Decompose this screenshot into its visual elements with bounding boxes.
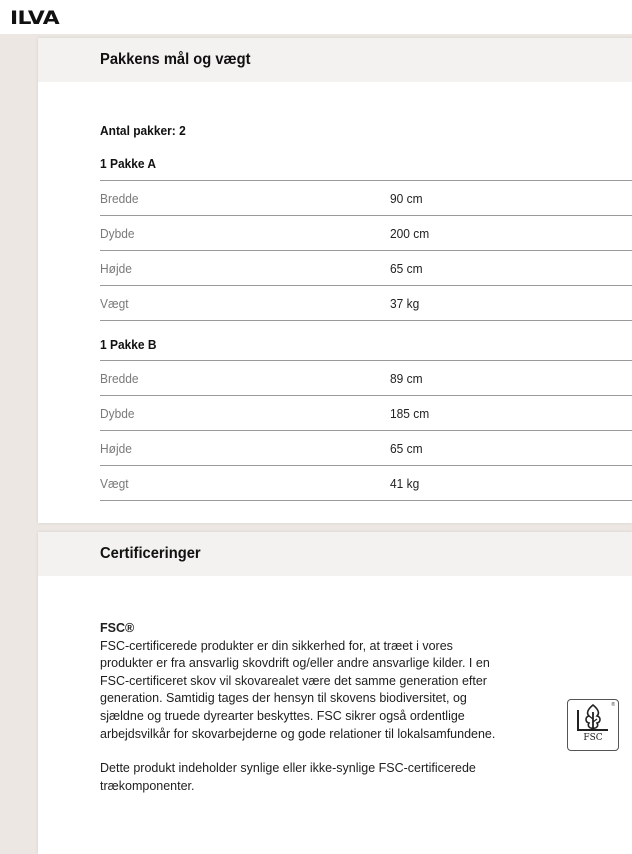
fsc-heading: FSC®: [100, 621, 135, 635]
table-row: [100, 431, 632, 466]
table-row: [100, 466, 632, 501]
row-label: Dybde: [100, 226, 135, 241]
row-value: 89 cm: [390, 371, 423, 386]
row-value: 37 kg: [390, 296, 420, 311]
table-row: [100, 216, 632, 251]
package-dimensions-header[interactable]: [38, 38, 632, 82]
row-value: 65 cm: [390, 261, 423, 276]
fsc-description: [100, 620, 500, 795]
package-dimensions-title: Pakkens mål og vægt: [100, 51, 251, 68]
row-value: 65 cm: [390, 441, 423, 456]
package-count: Antal pakker: 2: [100, 123, 186, 138]
package-b-heading: 1 Pakke B: [100, 337, 157, 352]
row-label: Vægt: [100, 476, 129, 491]
row-value: 90 cm: [390, 191, 423, 206]
row-label: Højde: [100, 261, 132, 276]
fsc-note: Dette produkt indeholder synlige eller ikke-synlige FSC-certificerede trækomponenter.: [100, 761, 476, 793]
table-row: [100, 181, 632, 216]
row-label: Vægt: [100, 296, 129, 311]
certifications-header[interactable]: [38, 532, 632, 576]
row-label: Højde: [100, 441, 132, 456]
table-row: [100, 396, 632, 431]
table-row: [100, 251, 632, 286]
package-dimensions-panel: [38, 38, 632, 523]
certifications-title: Certificeringer: [100, 545, 201, 562]
package-a-heading: 1 Pakke A: [100, 156, 157, 171]
fsc-logo: ® FSC: [567, 699, 619, 751]
row-value: 200 cm: [390, 226, 430, 241]
row-value: 185 cm: [390, 406, 430, 421]
certifications-panel: [38, 532, 632, 854]
fsc-tree-icon: [568, 700, 618, 734]
row-label: Bredde: [100, 191, 139, 206]
package-a-table: [100, 180, 632, 321]
ilva-logo[interactable]: ILVA: [10, 7, 60, 29]
row-label: Dybde: [100, 406, 135, 421]
package-b-table: [100, 360, 632, 501]
fsc-text: FSC-certificerede produkter er din sikkerhed for, at træet i vores produkter er fra ansvarlig skovdrift og/eller andre ansvarlige kilder. I en FSC-certificeret skov vil skovarealet være det samme generation efter generation. Samtidig tages der hensyn til skovens biodiversitet, og sjældne og truede dyrearter beskyttes. FSC sikrer også ordentlige arbejdsvilkår for skovarbejderne og gode relationer til lokalsamfundene.: [100, 638, 496, 741]
table-row: [100, 286, 632, 321]
row-label: Bredde: [100, 371, 139, 386]
top-bar: [0, 0, 632, 34]
fsc-logo-text: FSC: [583, 733, 603, 743]
table-row: [100, 361, 632, 396]
row-value: 41 kg: [390, 476, 420, 491]
